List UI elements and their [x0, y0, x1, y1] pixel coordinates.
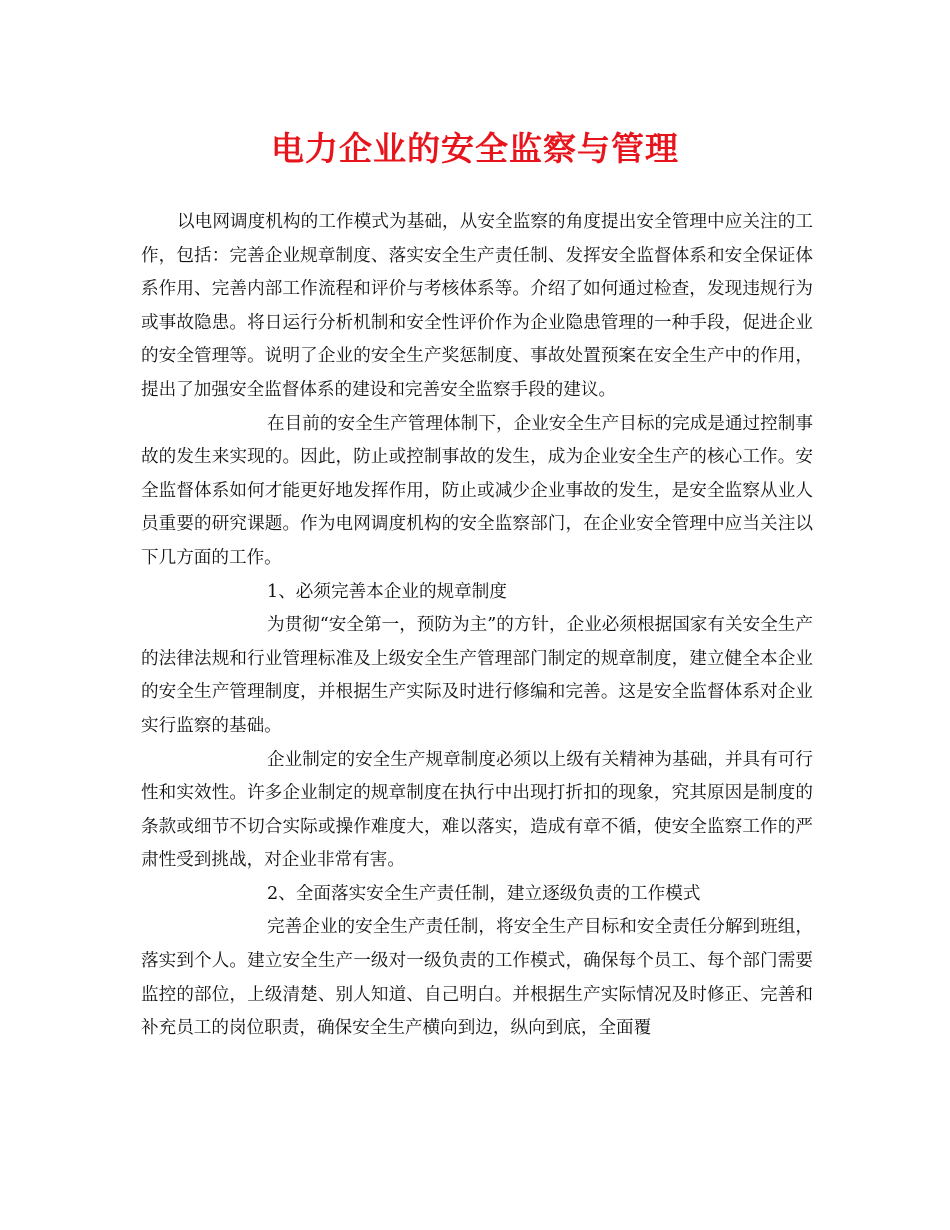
abstract-paragraph: 以电网调度机构的工作模式为基础，从安全监察的角度提出安全管理中应关注的工作，包括：完善企业规章制度、落实安全生产责任制、发挥安全监督体系和安全保证体系作用、完善内部工作流程和评价与考核体系等。介绍了如何通过检查，发现违规行为或事故隐患。将日运行分析机制和安全性评价作为企业隐患管理的一种手段，促进企业的安全管理等。说明了企业的安全生产奖惩制度、事故处置预案在安全生产中的作用，提出了加强安全监督体系的建设和完善安全监察手段的建议。	[141, 212, 813, 400]
section-heading: 2、全面落实安全生产责任制，建立逐级负责的工作模式	[267, 883, 701, 904]
body-paragraph: 企业制定的安全生产规章制度必须以上级有关精神为基础，并具有可行性和实效性。许多企业制定的规章制度在执行中出现打折扣的现象，究其原因是制度的条款或细节不切合实际或操作难度大，难以落实，造成有章不循，使安全监察工作的严肃性受到挑战，对企业非常有害。	[141, 749, 813, 871]
body-paragraph: 在目前的安全生产管理体制下，企业安全生产目标的完成是通过控制事故的发生来实现的。因此，防止或控制事故的发生，成为企业安全生产的核心工作。安全监督体系如何才能更好地发挥作用，防止或减少企业事故的发生，是安全监察从业人员重要的研究课题。作为电网调度机构的安全监察部门，在企业安全管理中应当关注以下几方面的工作。	[141, 413, 813, 568]
document-body	[141, 206, 813, 1046]
body-paragraph: 完善企业的安全生产责任制，将安全生产目标和安全责任分解到班组，落实到个人。建立安全生产一级对一级负责的工作模式，确保每个员工、每个部门需要监控的部位，上级清楚、别人知道、自己明白。并根据生产实际情况及时修正、完善和补充员工的岗位职责，确保安全生产横向到边，纵向到底，全面覆	[141, 917, 813, 1039]
document-title: 电力企业的安全监察与管理	[271, 129, 679, 168]
body-paragraph: 为贯彻“安全第一，预防为主”的方针，企业必须根据国家有关安全生产的法律法规和行业管理标准及上级安全生产管理部门制定的规章制度，建立健全本企业的安全生产管理制度，并根据生产实际及时进行修编和完善。这是安全监督体系对企业实行监察的基础。	[141, 615, 813, 736]
section-heading: 1、必须完善本企业的规章制度	[267, 581, 507, 602]
